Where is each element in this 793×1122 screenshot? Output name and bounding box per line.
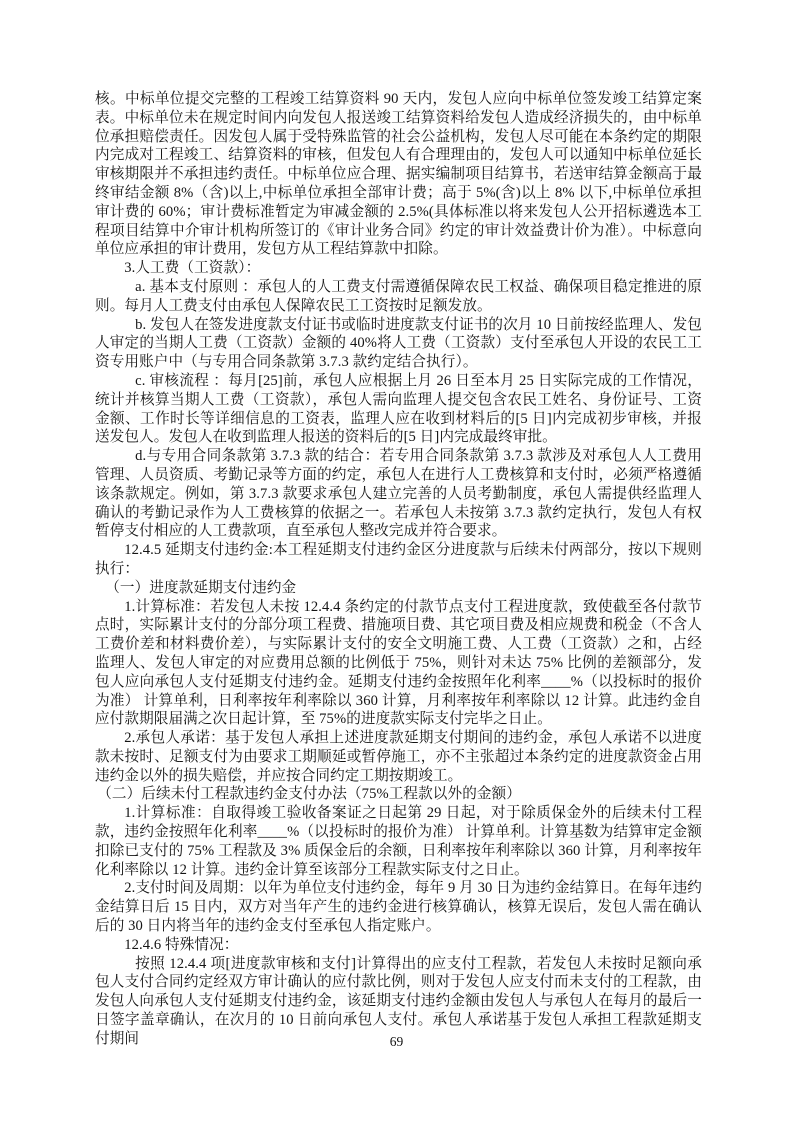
text-column [95,90,702,1049]
paragraph-clause-12-4-6: 12.4.6 特殊情况： [124,936,239,953]
paragraph-item-b: b. 发包人在签发进度款支付证书或临时进度款支付证书的次月 10 日前按经监理人、发包人审定的当期人工费（工资款）金额的 40%将人工费（工资款）支付至承包人开设的农民工工资专用账户中（与专用合同条款第 3.7.3 款约定结合执行）。 [95,316,702,371]
paragraph-special-case: 按照 12.4.4 项[进度款审核和支付]计算得出的应支付工程款，若发包人未按时足额向承包人支付合同约定经双方审计确认的应付款比例，则对于发包人应支付而未支付的工程款，由发包人向承包人支付延期支付违约金，该延期支付违约金额由发包人与承包人在每月的最后一日签字盖章确认，在次月的 10 日前向承包人支付。承包人承诺基于发包人承担工程款延期支付期间 [95,955,702,1047]
paragraph-item-a: a. 基本支付原则 ：承包人的人工费支付需遵循保障农民工权益、确保项目稳定推进的原则。每月人工费支付由承包人保障农民工工资按时足额发放。 [95,278,702,314]
paragraph-contractor-promise: 2.承包人承诺：基于发包人承担上述进度款延期支付期间的违约金，承包人承诺不以进度款未按时、足额支付为由要求工期顺延或暂停施工，亦不主张超过本条约定的进度款资金占用违约金以外的损失赔偿，并应按合同约定工期按期竣工。 [95,730,702,784]
paragraph-clause-12-4-5: 12.4.5 延期支付违约金:本工程延期支付违约金区分进度款与后续未付两部分，按以下规则执行： [95,542,702,577]
paragraph-section-one-heading: （一）进度款延期支付违约金 [105,579,297,596]
paragraph-settlement-audit: 核。中标单位提交完整的工程竣工结算资料 90 天内，发包人应向中标单位签发竣工结算定案表。中标单位未在规定时间内向发包人报送竣工结算资料给发包人造成经济损失的，由中标单位承担赔偿责任。因发包人属于受特殊监管的社会公益机构，发包人尽可能在本条约定的期限内完成对工程竣工、结算资料的审核，但发包人有合理理由的，发包人可以通知中标单位延长审核期限并不承担违约责任。中标单位应合理、据实编制项目结算书，若送审结算金额高于最终审结金额 8%（含)以上,中标单位承担全部审计费；高于 5%(含)以上 8% 以下,中标单位承担审计费的 60%；审计费标准暂定为审减金额的 2.5%(具体标准以将来发包人公开招标遴选本工程项目结算中介审计机构所签订的《审计业务合同》约定的审计效益费计价为准）。中标意向单位应承担的审计费用，发包方从工程结算款中扣除。 [95,91,702,258]
paragraph-payment-time: 2.支付时间及周期：以年为单位支付违约金，每年 9 月 30 日为违约金结算日。在每年违约金结算日后 15 日内，双方对当年产生的违约金进行核算确认，核算无误后，发包人需在确认后的 30 日内将当年的违约金支付至承包人指定账户。 [95,880,702,935]
paragraph-section-two-heading: （二）后续未付工程款违约金支付办法（75%工程款以外的金额） [97,786,521,803]
paragraph-calc-standard-2: 1.计算标准：自取得竣工验收备案证之日起第 29 日起，对于除质保金外的后续未付工程款，违约金按照年化利率____%（以投标时的报价为准） 计算单利。计算基数为结算审定金额扣除已支付的 75% 工程款及 3% 质保金后的余额，日利率按年利率除以 360 计算，月利率按年化利率除以 12 计算。违约金计算至该部分工程款实际支付之日止。 [95,805,702,878]
page-number: 69 [389,1034,404,1049]
paragraph-item-c: c. 审核流程 ：每月[25]前，承包人应根据上月 26 日至本月 25 日实际完成的工作情况，统计并核算当期人工费（工资款），承包人需向监理人提交包含农民工姓名、身份证号、工资金额、工作时长等详细信息的工资表，监理人应在收到材料后的[5 日]内完成初步审核，并报送发包人。发包人在收到监理人报送的资料后的[5 日]内完成最终审批。 [95,372,702,446]
paragraph-calc-standard-1: 1.计算标准：若发包人未按 12.4.4 条约定的付款节点支付工程进度款，致使截至各付款节点时，实际累计支付的分部分项工程费、措施项目费、其它项目费及相应规费和税金（不含人工费价差和材料费价差），与实际累计支付的安全文明施工费、人工费（工资款）之和，占经监理人、发包人审定的对应费用总额的比例低于 75%，则针对未达 75% 比例的差额部分，发包人应向承包人支付延期支付违约金。延期支付违约金按照年化利率____%（以投标时的报价为准） 计算单利，日利率按年利率除以 360 计算，月利率按年利率除以 12 计算。此违约金自应付款期限届满之次日起计算，至 75%的进度款实际支付完毕之日止。 [95,598,702,728]
paragraph-item-d: d.与专用合同条款第 3.7.3 款的结合：若专用合同条款第 3.7.3 款涉及对承包人人工费用管理、人员资质、考勤记录等方面的约定，承包人在进行人工费核算和支付时，必须严格遵循该条款规定。例如，第 3.7.3 款要求承包人建立完善的人员考勤制度，承包人需提供经监理人确认的考勤记录作为人工费核算的依据之一。若承包人未按第 3.7.3 款约定执行，发包人有权暂停支付相应的人工费款项，直至承包人整改完成并符合要求。 [95,448,702,540]
paragraph-labor-cost-heading: 3.人工费（工资款）： [124,260,261,277]
